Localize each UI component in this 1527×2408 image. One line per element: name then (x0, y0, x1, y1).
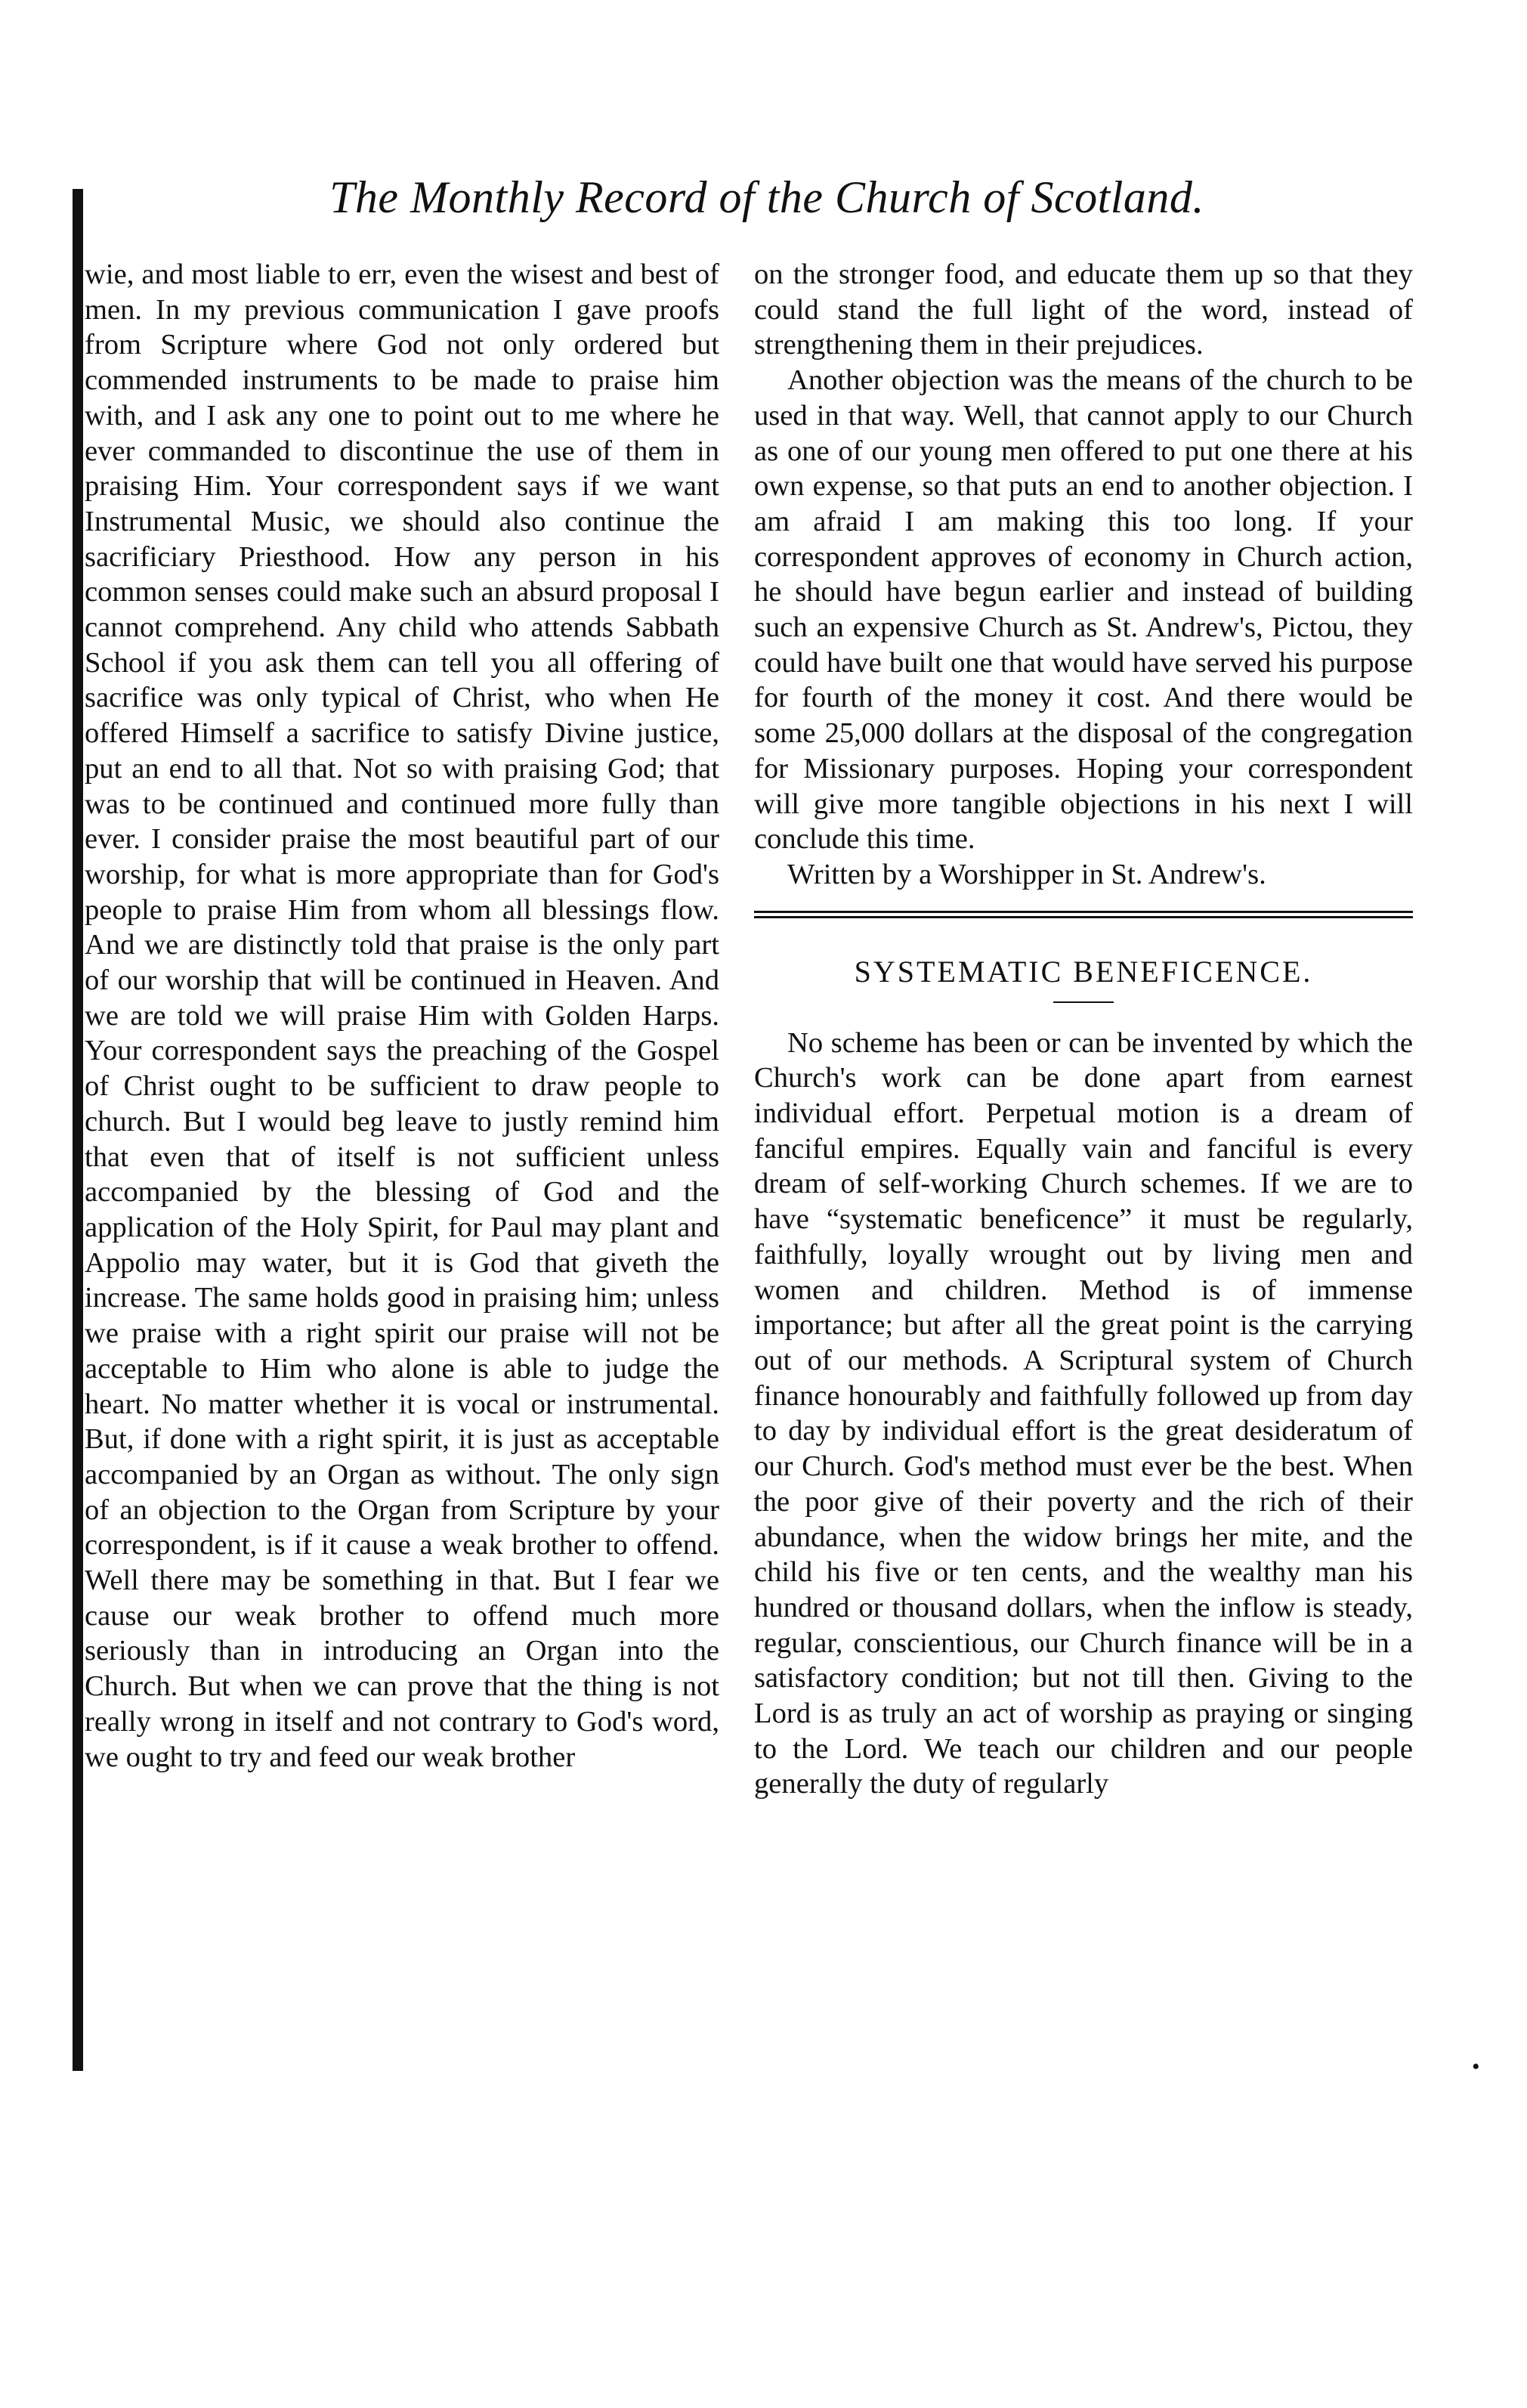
running-head: The Monthly Record of the Church of Scotland. (329, 172, 1204, 222)
letter-signature: Written by a Worshipper in St. Andrew's. (787, 858, 1266, 890)
right-column (754, 257, 1413, 1802)
objection-paragraph: Another objection was the means of the church to be used in that way. Well, that cannot apply to our Church as one of our young men offered to put one there at his own expense, so that puts an end to another objection. I am afraid I am making this too long. If your correspondent approves of economy in Church action, he should have begun earlier and instead of building such an expensive Church as St. Andrew's, Pictou, they could have built one that would have served his purpose for fourth of the money it cost. And there would be some 25,000 dollars at the disposal of the congregation for Missionary purposes. Hoping your correspondent will give more tangible objections in his next I will conclude this time. (754, 364, 1413, 856)
left-column (85, 257, 719, 1775)
left-column-paragraph: wie, and most liable to err, even the wisest and best of men. In my previous communication I gave proofs from Scripture where God not only ordered but commended instruments to be made to praise him with, and I ask any one to point out to me where he ever commanded to discontinue the use of them in praising Him. Your correspondent says if we want Instrumental Music, we should also continue the sacrificiary Priesthood. How any person in his common senses could make such an absurd proposal I cannot comprehend. Any child who attends Sabbath School if you ask them can tell you all offering of sacrifice was only typical of Christ, who when He offered Himself a sacrifice to satisfy Divine justice, put an end to all that. Not so with praising God; that was to be continued and continued more fully than ever. I consider praise the most beautiful part of our worship, for what is more appropriate than for God's people to praise Him from whom all blessings flow. And we are distinctly told that praise is the only part of our worship that will be continued in Heaven. And we are told we will praise Him with Golden Harps. Your correspondent says the preaching of the Gospel of Christ ought to be sufficient to draw people to church. But I would beg leave to justly remind him that even that of itself is not sufficient unless accompanied by the blessing of God and the application of the Holy Spirit, for Paul may plant and Appolio may water, but it is God that giveth the increase. The same holds good in praising him; unless we praise with a right spirit our praise will not be acceptable to Him who alone is able to judge the heart. No matter whether it is vocal or instrumental. But, if done with a right spirit, it is just as acceptable accompanied by an Organ as without. The only sign of an objection to the Organ from Scripture by your correspondent, is if it cause a weak brother to offend. Well there may be something in that. But I fear we cause our weak brother to offend much more seriously than in introducing an Organ into the Church. But when we can prove that the thing is not really wrong in itself and not contrary to God's word, we ought to try and feed our weak brother (85, 258, 719, 1773)
section-body-paragraph: No scheme has been or can be invented by which the Church's work can be done apart from earnest individual effort. Perpetual motion is a dream of fanciful empires. Equally vain and fanciful is every dream of self-working Church schemes. If we are to have “systematic beneficence” it must be regularly, faithfully, loyally wrought out by living men and women and children. Method is of immense importance; but after all the great point is the carrying out of our methods. A Scriptural system of Church finance honourably and faithfully followed up from day to day by individual effort is the great desideratum of our Church. God's method must ever be the best. When the poor give of their poverty and the rich of their abundance, when the widow brings her mite, and the child his five or ten cents, and the wealthy man his hundred or thousand dollars, when the inflow is steady, regular, conscientious, our Church finance will be in a satisfactory condition; but not till then. Giving to the Lord is as truly an act of worship as praying or singing to the Lord. We teach our children and our people generally the duty of regularly (754, 1026, 1413, 1800)
margin-mark: • (1472, 2054, 1480, 2079)
short-rule-divider (1053, 1001, 1114, 1003)
continuation-paragraph: on the stronger food, and educate them up so that they could stand the full light of the word, instead of strengthening them in their prejudices. (754, 258, 1413, 361)
double-rule-divider (754, 911, 1413, 918)
section-title: SYSTEMATIC BENEFICENCE. (854, 954, 1313, 989)
binding-edge-rule (73, 189, 83, 2071)
